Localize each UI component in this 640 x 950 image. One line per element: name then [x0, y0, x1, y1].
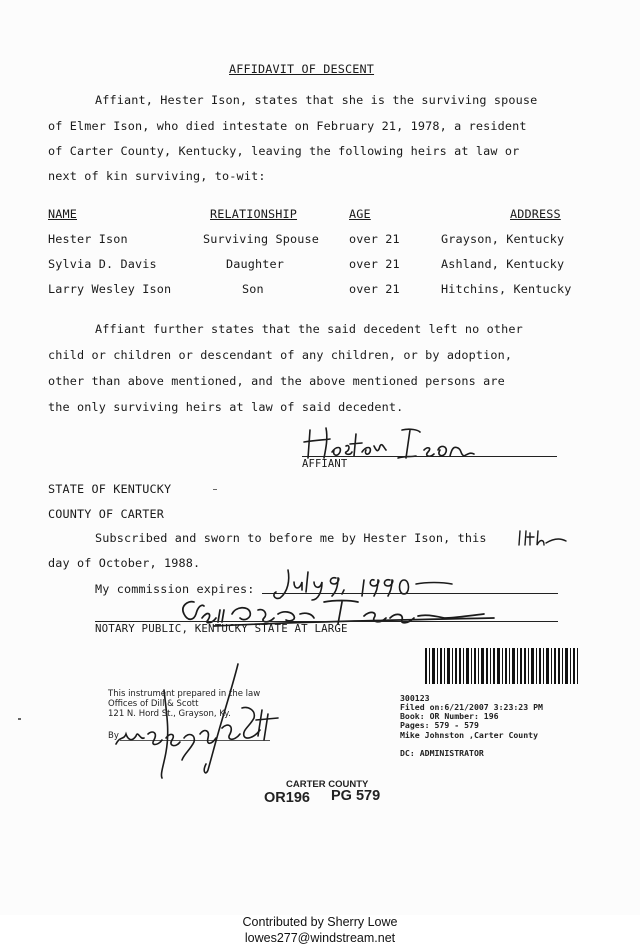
scan-dash: [213, 489, 217, 490]
cell-name: Hester Ison: [48, 232, 128, 246]
header-name: NAME: [48, 207, 78, 221]
prepared-by-line-2: Offices of Dill & Scott: [108, 699, 199, 709]
sworn-day-handwriting: [516, 527, 570, 549]
book-label: OR196: [264, 790, 310, 806]
cell-age: over 21: [349, 257, 400, 271]
county-label: COUNTY OF CARTER: [48, 507, 165, 521]
intro-line-4: next of kin surviving, to-wit:: [48, 169, 266, 183]
cell-address: Grayson, Kentucky: [441, 232, 565, 246]
prepared-by-line-1: This instrument prepared in the law: [108, 689, 261, 699]
cell-address: Ashland, Kentucky: [441, 257, 565, 271]
document-title: AFFIDAVIT OF DESCENT: [229, 62, 375, 76]
recording-line-5: Mike Johnston ,Carter County: [400, 730, 539, 740]
recording-line-3: Book: OR Number: 196: [400, 711, 499, 721]
cell-age: over 21: [349, 282, 400, 296]
county-stamp: CARTER COUNTY: [286, 779, 369, 790]
further-line-4: the only surviving heirs at law of said decedent.: [48, 400, 404, 414]
sworn-line-2: day of October, 1988.: [48, 556, 201, 570]
preparer-signature: [110, 660, 288, 780]
scan-speck: [18, 718, 21, 720]
cell-relationship: Daughter: [226, 257, 285, 271]
intro-line-1: Affiant, Hester Ison, states that she is the surviving spouse: [95, 93, 538, 107]
header-relationship: RELATIONSHIP: [210, 207, 298, 221]
cell-name: Larry Wesley Ison: [48, 282, 172, 296]
intro-line-3: of Carter County, Kentucky, leaving the following heirs at law or: [48, 144, 520, 158]
recording-line-2: Filed on:6/21/2007 3:23:23 PM: [400, 702, 543, 712]
recording-line-6: DC: ADMINISTRATOR: [400, 748, 484, 758]
recording-line-4: Pages: 579 - 579: [400, 720, 479, 730]
commission-line: [262, 593, 558, 594]
cell-age: over 21: [349, 232, 400, 246]
prepared-by-line-3: 121 N. Hord St., Grayson, Ky.: [108, 709, 231, 719]
header-address: ADDRESS: [510, 207, 561, 221]
commission-label: My commission expires:: [95, 582, 255, 596]
cell-relationship: Surviving Spouse: [203, 232, 320, 246]
cell-relationship: Son: [242, 282, 264, 296]
page-label: PG 579: [331, 788, 381, 804]
further-line-3: other than above mentioned, and the above mentioned persons are: [48, 374, 505, 388]
recording-line-1: 300123: [400, 693, 430, 703]
state-label: STATE OF KENTUCKY: [48, 482, 172, 496]
contributor-email: lowes277@windstream.net: [244, 931, 396, 945]
contributor-line: Contributed by Sherry Lowe: [242, 915, 398, 929]
further-line-1: Affiant further states that the said decedent left no other: [95, 322, 523, 336]
further-line-2: child or children or descendant of any children, or by adoption,: [48, 348, 513, 362]
intro-line-2: of Elmer Ison, who died intestate on February 21, 1978, a resident: [48, 119, 527, 133]
prepared-by-line-4: By: [108, 731, 119, 741]
cell-name: Sylvia D. Davis: [48, 257, 157, 271]
affiant-label: AFFIANT: [302, 458, 348, 470]
header-age: AGE: [349, 207, 371, 221]
notary-label: NOTARY PUBLIC, KENTUCKY STATE AT LARGE: [95, 622, 348, 635]
cell-address: Hitchins, Kentucky: [441, 282, 572, 296]
sworn-line-1: Subscribed and sworn to before me by Hester Ison, this: [95, 531, 487, 545]
